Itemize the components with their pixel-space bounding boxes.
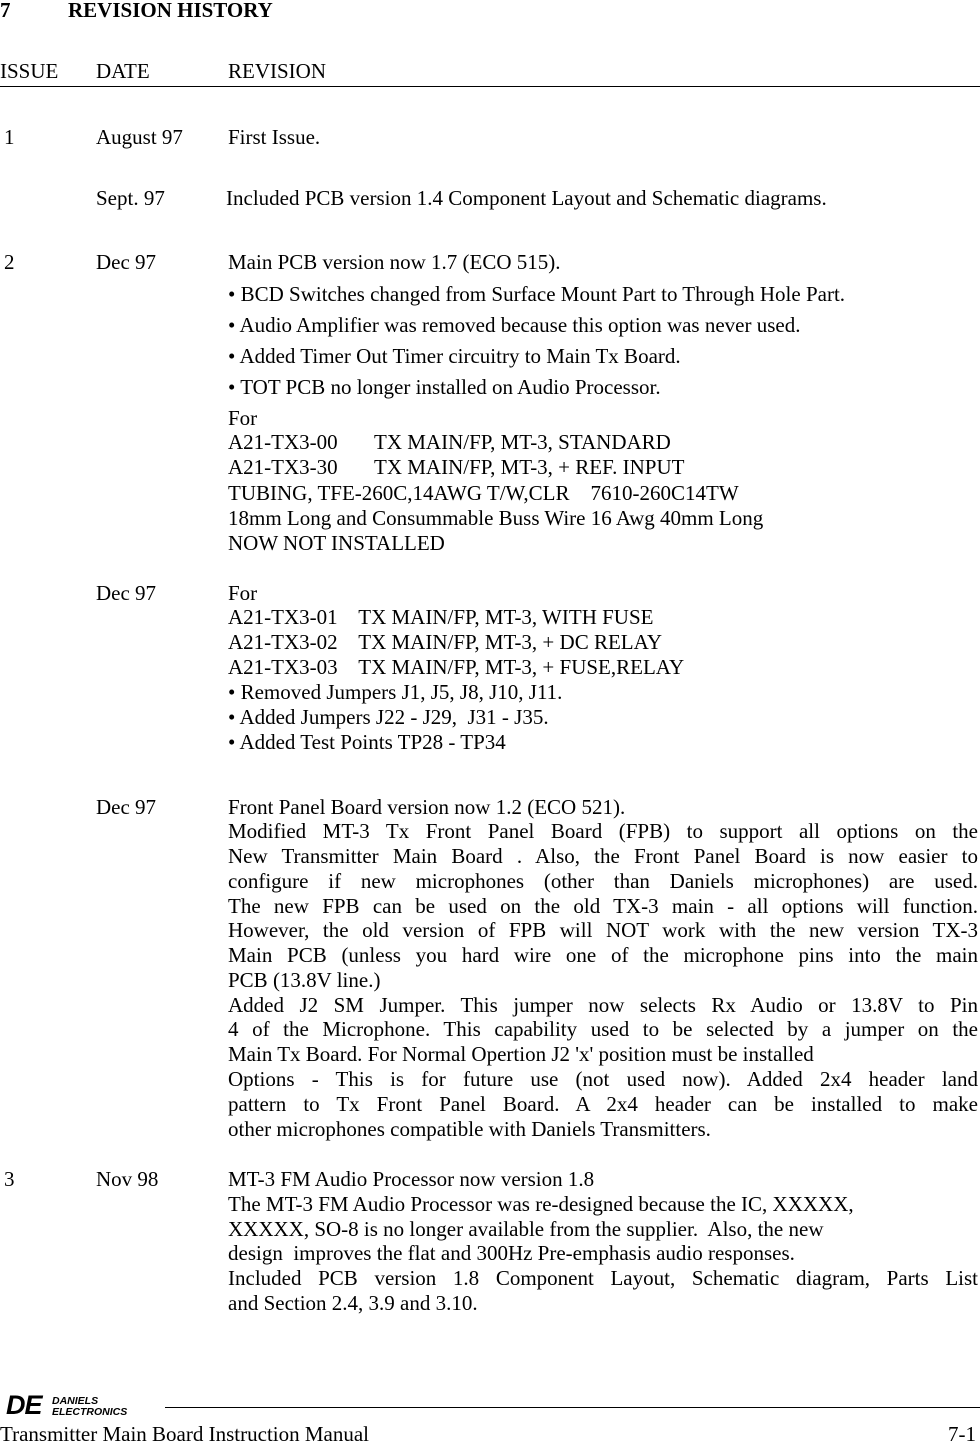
entry-line: Included PCB version 1.8 Component Layout, Schematic diagram, Parts List (228, 1266, 978, 1290)
entry-line: design improves the flat and 300Hz Pre-emphasis audio responses. (228, 1241, 795, 1265)
entry-line: MT-3 FM Audio Processor now version 1.8 (228, 1167, 595, 1191)
entry-line: • Added Jumpers J22 - J29, J31 - J35. (228, 705, 549, 729)
entry-line: Modified MT-3 Tx Front Panel Board (FPB) to support all options on the (228, 819, 978, 843)
page-number: 7-1 (948, 1422, 976, 1446)
section-number: 7 (0, 0, 11, 22)
entry-line: PCB (13.8V line.) (228, 968, 381, 992)
entry-line: • Removed Jumpers J1, J5, J8, J10, J11. (228, 680, 563, 704)
entry-line: Main Tx Board. For Normal Opertion J2 'x' position must be installed (228, 1042, 814, 1066)
daniels-logo-mark: DE (6, 1390, 42, 1420)
entry-line: Included PCB version 1.4 Component Layout and Schematic diagrams. (226, 186, 827, 210)
entry-line: • TOT PCB no longer installed on Audio Processor. (228, 375, 661, 399)
entry-line: A21-TX3-01 TX MAIN/FP, MT-3, WITH FUSE (228, 605, 654, 629)
entry-line: other microphones compatible with Daniels Transmitters. (228, 1117, 711, 1141)
entry-line: and Section 2.4, 3.9 and 3.10. (228, 1291, 478, 1315)
entry-line: Main PCB (unless you hard wire one of the microphone pins into the main (228, 943, 978, 967)
entry-line: The MT-3 FM Audio Processor was re-designed because the IC, XXXXX, (228, 1192, 854, 1216)
entry-line: Options - This is for future use (not used now). Added 2x4 header land (228, 1067, 978, 1091)
entry-line: A21-TX3-00 TX MAIN/FP, MT-3, STANDARD (228, 430, 671, 454)
logo-text-electronics: ELECTRONICS (52, 1406, 128, 1418)
entry-line: 18mm Long and Consummable Buss Wire 16 Awg 40mm Long (228, 506, 764, 530)
entry-date: Dec 97 (96, 250, 157, 274)
entry-line: Front Panel Board version now 1.2 (ECO 521). (228, 795, 626, 819)
entry-line: • Added Test Points TP28 - TP34 (228, 730, 506, 754)
entry-date: Dec 97 (96, 795, 157, 819)
entry-line: NOW NOT INSTALLED (228, 531, 445, 555)
entry-line: However, the old version of FPB will NOT work with the new version TX-3 (228, 918, 978, 942)
entry-issue: 3 (4, 1167, 15, 1191)
entry-line: New Transmitter Main Board . Also, the Front Panel Board is now easier to (228, 844, 978, 868)
entry-line: A21-TX3-02 TX MAIN/FP, MT-3, + DC RELAY (228, 630, 663, 654)
logo-text-daniels: DANIELS (52, 1395, 99, 1407)
entry-line: • BCD Switches changed from Surface Mount Part to Through Hole Part. (228, 282, 846, 306)
entry-date: Sept. 97 (96, 186, 165, 210)
entry-line: For (228, 406, 258, 430)
entry-line: • Audio Amplifier was removed because this option was never used. (228, 313, 801, 337)
entry-date: Dec 97 (96, 581, 157, 605)
entry-line: 4 of the Microphone. This capability used to be selected by a jumper on the (228, 1017, 978, 1041)
entry-line: First Issue. (228, 125, 321, 149)
entry-date: August 97 (96, 125, 183, 149)
entry-line: A21-TX3-03 TX MAIN/FP, MT-3, + FUSE,RELAY (228, 655, 685, 679)
column-header-issue: ISSUE (0, 59, 59, 83)
entry-line: configure if new microphones (other than Daniels microphones) are used. (228, 869, 978, 893)
header-rule (0, 86, 980, 87)
entry-line: TUBING, TFE-260C,14AWG T/W,CLR 7610-260C14TW (228, 481, 739, 505)
entry-line: For (228, 581, 258, 605)
column-header-revision: REVISION (228, 59, 326, 83)
entry-line: Main PCB version now 1.7 (ECO 515). (228, 250, 561, 274)
entry-line: A21-TX3-30 TX MAIN/FP, MT-3, + REF. INPUT (228, 455, 685, 479)
entry-issue: 1 (4, 125, 15, 149)
section-title: REVISION HISTORY (68, 0, 273, 22)
entry-issue: 2 (4, 250, 15, 274)
entry-line: pattern to Tx Front Panel Board. A 2x4 header can be installed to make (228, 1092, 978, 1116)
manual-title: Transmitter Main Board Instruction Manual (0, 1422, 370, 1446)
entry-line: • Added Timer Out Timer circuitry to Main Tx Board. (228, 344, 681, 368)
entry-line: The new FPB can be used on the old TX-3 main - all options will function. (228, 894, 978, 918)
entry-date: Nov 98 (96, 1167, 159, 1191)
entry-line: Added J2 SM Jumper. This jumper now selects Rx Audio or 13.8V to Pin (228, 993, 978, 1017)
entry-line: XXXXX, SO-8 is no longer available from the supplier. Also, the new (228, 1217, 824, 1241)
column-header-date: DATE (96, 59, 150, 83)
footer-rule (165, 1407, 980, 1408)
